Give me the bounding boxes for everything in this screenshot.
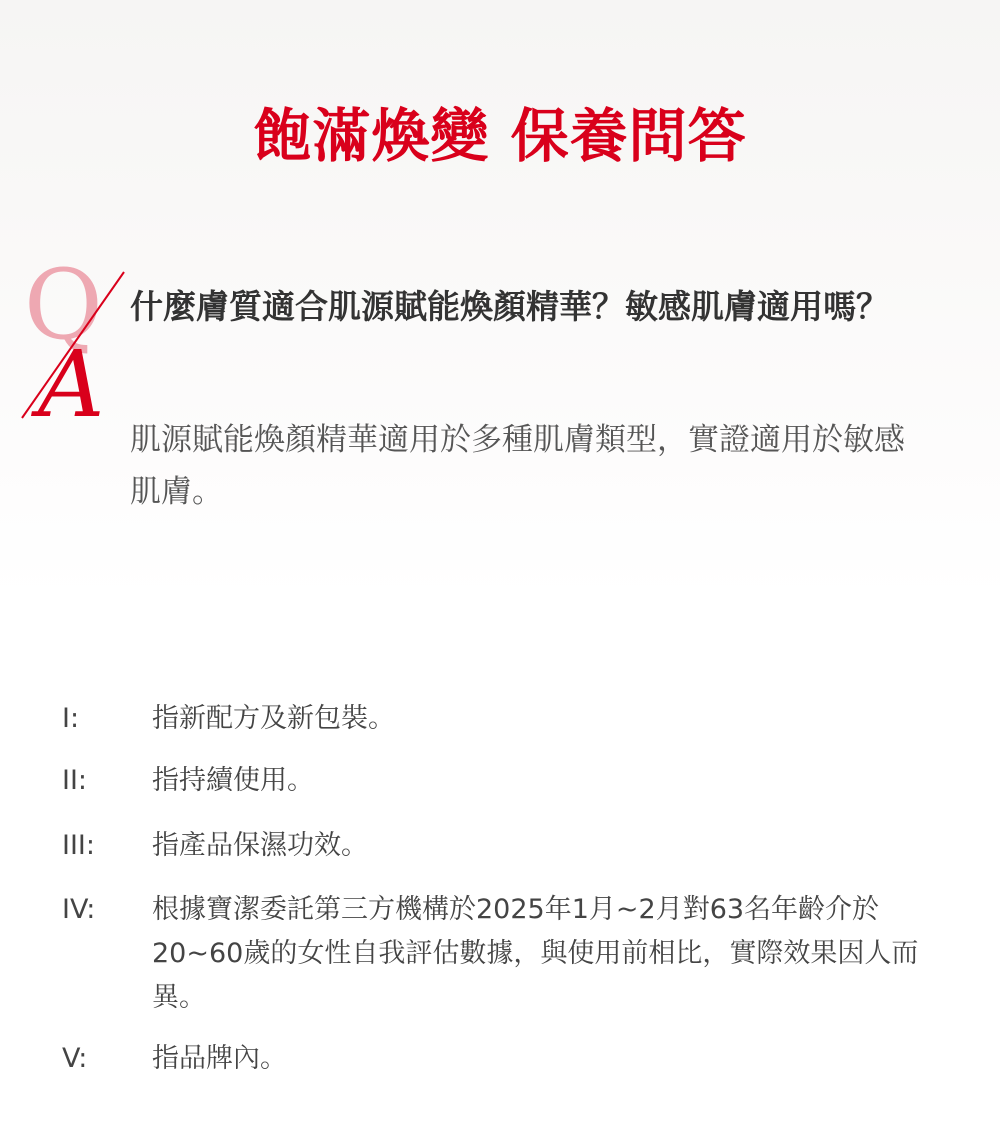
- footnote-text: 指持續使用。: [152, 765, 314, 796]
- faq-answer: 肌源賦能煥顏精華適用於多種肌膚類型，實證適用於敏感肌膚。: [130, 422, 905, 510]
- footnote-label: V:: [62, 1043, 88, 1074]
- a-letter: A: [38, 331, 105, 422]
- footnote-text: 指新配方及新包裝。: [152, 703, 395, 734]
- footnote-label: I:: [62, 703, 80, 734]
- footnote-text: 根據寶潔委託第三方機構於2025年1月~2月對63名年齡介於20~60歲的女性自我評估數據，與使用前相比，實際效果因人而異。: [152, 894, 919, 1013]
- footnote-text: 指產品保濕功效。: [152, 830, 368, 861]
- footnote-label: II:: [62, 765, 88, 796]
- footnote-label: III:: [62, 830, 95, 861]
- footnote-label: IV:: [62, 894, 96, 925]
- footnote-text: 指品牌內。: [152, 1043, 287, 1074]
- page-title: 飽滿煥變 保養問答: [253, 102, 747, 170]
- q-letter: Q: [24, 252, 103, 361]
- qa-logo-icon: [18, 252, 130, 422]
- faq-question: 什麼膚質適合肌源賦能煥顏精華？敏感肌膚適用嗎？: [130, 287, 889, 326]
